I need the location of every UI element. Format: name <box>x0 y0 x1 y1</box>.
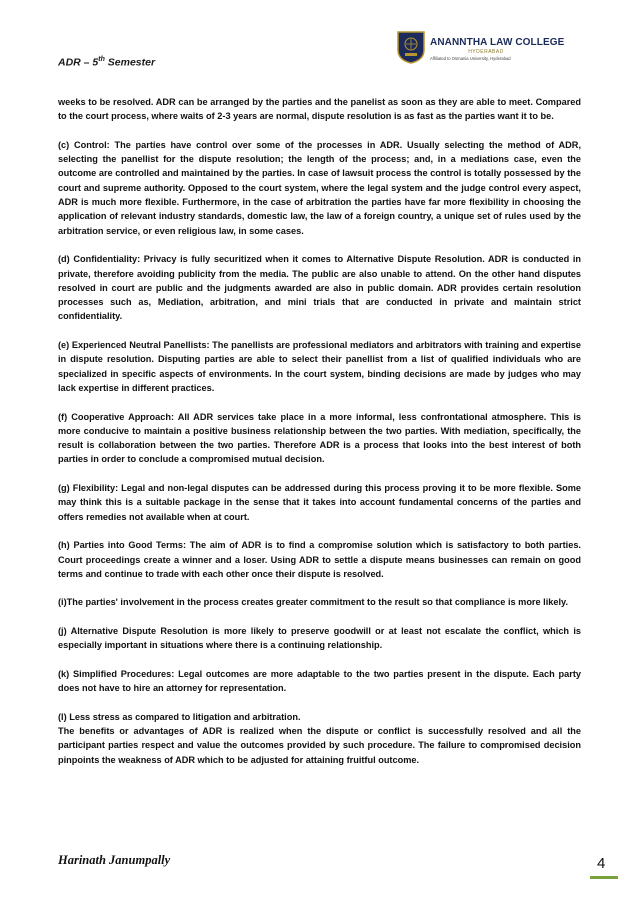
course-title: ADR – 5 <box>58 56 99 69</box>
course-suffix: Semester <box>104 56 156 69</box>
page-number: 4 <box>597 855 606 872</box>
paragraph-flexibility: (g) Flexibility: Legal and non-legal disputes can be addressed during this process proving it to be more flexible. Some may think this is a suitable package in the sense that it takes into account fundamental concerns of the parties and offers remedies not available when at court. <box>58 483 581 522</box>
course-superscript: th <box>98 56 105 63</box>
paragraph-panellists: (e) Experienced Neutral Panellists: The panellists are professional mediators and arbitrators with training and expertise in dispute resolution. Disputing parties are able to select their panellist from a list of qualified individuals who are specialized in specific aspects of environments. In the court system, binding decisions are made by judges who may lack expertise in different practices. <box>58 340 581 393</box>
paragraph-involvement: (i)The parties' involvement in the process creates greater commitment to the result so that compliance is more likely. <box>58 597 569 608</box>
paragraph-cooperative: (f) Cooperative Approach: All ADR services take place in a more informal, less confrontational atmosphere. This is more conducive to maintain a positive business relationship between the two parties. With mediation, specifically, the result is collaboration between the two parties. Therefore ADR is a process that looks into the best interest of both parties in order to conclude a compromised mutual decision. <box>58 411 581 465</box>
college-name: ANANNTHA LAW COLLEGE <box>430 37 565 48</box>
paragraph-confidentiality: (d) Confidentiality: Privacy is fully securitized when it comes to Alternative Dispute Resolution. ADR is conducted in private, therefore avoiding publicity from the media. The public are also unable to attend. On the other hand disputes resolved in court are public and the judgments awarded are also in public domain. ADR provides certain resolution processes such as, Mediation, arbitration, and mini trials that are conducted in private and maintain strict confidentiality. <box>58 254 581 322</box>
paragraph-intro: weeks to be resolved. ADR can be arranged by the parties and the panelist as soon as they are able to meet. Compared to the court process, where waits of 2-3 years are normal, dispute resolution is as fast as the parties want it to be. <box>58 97 581 122</box>
college-city: HYDERABAD <box>468 49 504 55</box>
course-header <box>58 56 155 69</box>
paragraph-goodwill: (j) Alternative Dispute Resolution is more likely to preserve goodwill or at least not escalate the conflict, which is especially important in situations where there is a continuing relationship. <box>58 625 581 651</box>
paragraph-simplified: (k) Simplified Procedures: Legal outcomes are more adaptable to the two parties present in the dispute. Each party does not have to hire an attorney for representation. <box>58 668 581 694</box>
paragraph-control: (c) Control: The parties have control over some of the processes in ADR. Usually selecting the method of ADR, selecting the panellist for the dispute resolution; the length of the process; and, in a mediations case, even the outcome are controlled and maintained by the parties. In case of lawsuit process the control is totally possessed by the court and supreme authority. Opposed to the court system, where the legal system and the judge control every aspect, ADR is much more flexible. Furthermore, in the case of arbitration the parties have far more flexibility in choosing the application of relevant industry standards, domestic law, the law of a foreign country, a unique set of rules used by the arbitration service, or even religious law, in some cases. <box>58 139 581 236</box>
footer-author: Harinath Janumpally <box>58 853 171 867</box>
paragraph-good-terms: (h) Parties into Good Terms: The aim of ADR is to find a compromise solution which is satisfactory to both parties. Court proceedings create a winner and a loser. Using ADR to settle a dispute means businesses can remain on good terms and continue to trade with each other once their dispute is resolved. <box>58 540 581 579</box>
college-logo <box>396 30 565 72</box>
paragraph-benefits: The benefits or advantages of ADR is realized when the dispute or conflict is successfully resolved and all the participant parties respect and value the outcomes provided by such procedure. The failure to compromised decision pinpoints the weakness of ADR which to be adjusted for attaining fruitful outcome. <box>58 726 581 765</box>
college-affiliation: Affiliated to Osmania University, Hyderabad <box>430 56 511 61</box>
college-seal-icon <box>396 30 426 64</box>
document-body <box>58 95 581 767</box>
page-number-underline <box>590 876 618 879</box>
paragraph-less-stress-heading: (l) Less stress as compared to litigation and arbitration. <box>58 711 301 722</box>
